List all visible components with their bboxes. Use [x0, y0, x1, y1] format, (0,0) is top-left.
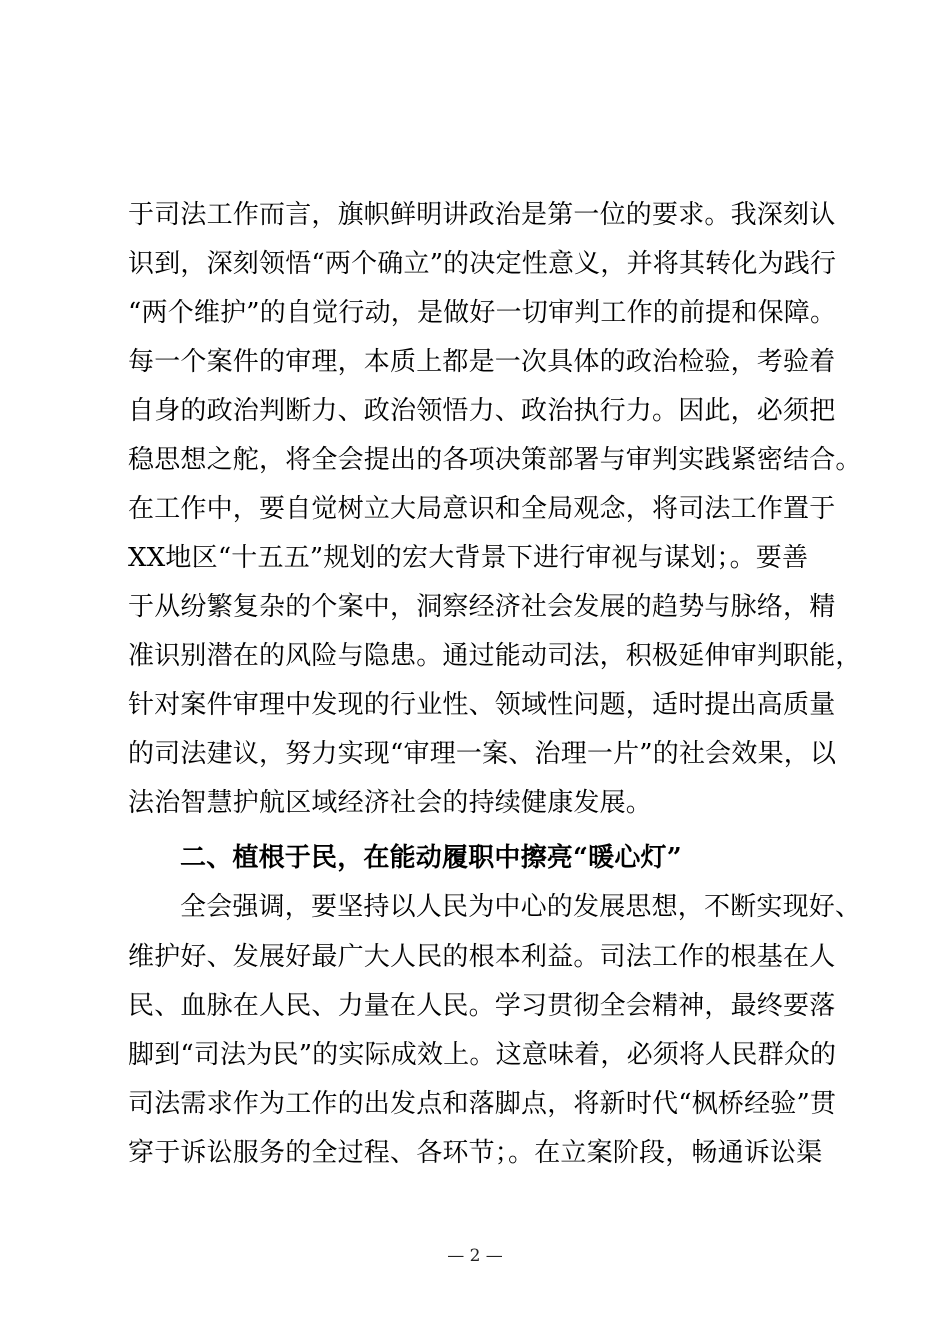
body-line-2: 识到，深刻领悟“两个确立”的决定性意义，并将其转化为践行	[128, 249, 837, 279]
body-line-13: 法治智慧护航区域经济社会的持续健康发展。	[128, 788, 653, 818]
section-line-3: 民、血脉在人民、力量在人民。学习贯彻全会精神，最终要落	[128, 991, 836, 1021]
section-line-5: 司法需求作为工作的出发点和落脚点，将新时代“枫桥经验”贯	[128, 1089, 837, 1119]
section-line-2: 维护好、发展好最广大人民的根本利益。司法工作的根基在人	[128, 942, 836, 972]
section-line-6: 穿于诉讼服务的全过程、各环节；。在立案阶段，畅通诉讼渠	[128, 1138, 823, 1168]
page-number: — 2 —	[447, 1246, 503, 1266]
section-line-1: 全会强调，要坚持以人民为中心的发展思想，不断实现好、	[180, 892, 862, 922]
body-line-6: 稳思想之舵，将全会提出的各项决策部署与审判实践紧密结合。	[128, 445, 862, 475]
body-line-3: “两个维护”的自觉行动，是做好一切审判工作的前提和保障。	[128, 298, 837, 328]
body-line-7: 在工作中，要自觉树立大局意识和全局观念，将司法工作置于	[128, 494, 836, 524]
body-line-8: XX地区“十五五”规划的宏大背景下进行审视与谋划；。要善	[128, 543, 809, 573]
body-line-11: 针对案件审理中发现的行业性、领域性问题，适时提出高质量	[128, 690, 836, 720]
body-line-10: 准识别潜在的风险与隐患。通过能动司法，积极延伸审判职能，	[128, 641, 862, 671]
section-line-4: 脚到“司法为民”的实际成效上。这意味着，必须将人民群众的	[128, 1040, 837, 1070]
section-heading: 二、植根于民，在能动履职中擦亮“暖心灯”	[180, 843, 682, 873]
body-line-1: 于司法工作而言，旗帜鲜明讲政治是第一位的要求。我深刻认	[128, 200, 836, 230]
body-line-12: 的司法建议，努力实现“审理一案、治理一片”的社会效果，以	[128, 739, 837, 769]
body-line-5: 自身的政治判断力、政治领悟力、政治执行力。因此，必须把	[128, 396, 836, 426]
body-line-9: 于从纷繁复杂的个案中，洞察经济社会发展的趋势与脉络，精	[128, 592, 836, 622]
body-line-4: 每一个案件的审理，本质上都是一次具体的政治检验，考验着	[128, 347, 836, 377]
